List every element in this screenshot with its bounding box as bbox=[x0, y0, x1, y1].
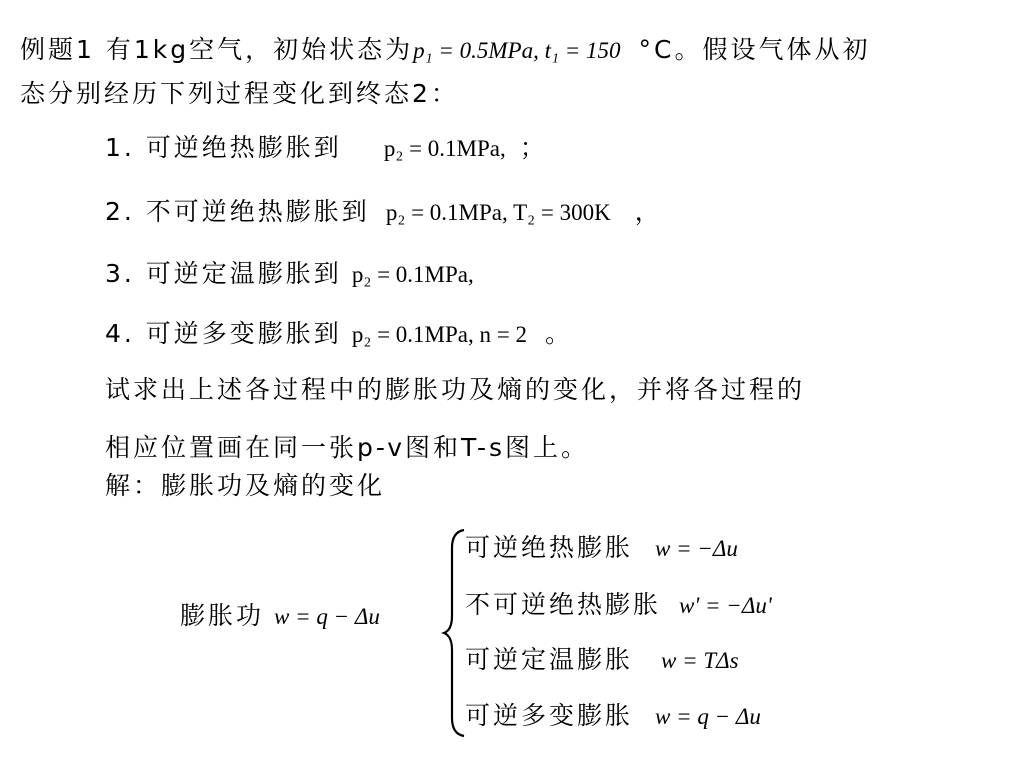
case-row-2 bbox=[465, 585, 772, 621]
initial-state-formula: p₁ = 0.5MPa, t₁ = 150 bbox=[413, 38, 621, 63]
question-line-2 bbox=[105, 428, 589, 464]
process-label: 1. 可逆绝热膨胀到 bbox=[105, 133, 342, 162]
question-line-1 bbox=[105, 370, 805, 406]
problem-line-2 bbox=[20, 74, 459, 110]
process-label: 2. 不可逆绝热膨胀到 bbox=[105, 197, 370, 226]
case-formula: w = −Δu bbox=[655, 536, 738, 561]
case-row-1 bbox=[465, 528, 738, 564]
process-tail: ， bbox=[634, 197, 663, 226]
process-item-4 bbox=[105, 314, 573, 350]
question-text-1: 试求出上述各过程中的膨胀功及熵的变化，并将各过程的 bbox=[105, 375, 806, 404]
case-name: 可逆绝热膨胀 bbox=[465, 533, 634, 562]
process-item-2 bbox=[105, 192, 663, 228]
process-formula: p₂ = 0.1MPa, T₂ = 300K bbox=[385, 200, 611, 225]
work-definition bbox=[180, 596, 380, 632]
case-row-4 bbox=[465, 696, 761, 732]
solution-heading-text: 解：膨胀功及熵的变化 bbox=[105, 471, 386, 500]
problem-intro-a: 例题1 有1kg空气，初始状态为 bbox=[20, 35, 414, 64]
process-tail: ； bbox=[519, 133, 548, 162]
process-label: 3. 可逆定温膨胀到 bbox=[105, 259, 342, 288]
question-text-2: 相应位置画在同一张p-v图和T-s图上。 bbox=[105, 433, 590, 462]
work-label: 膨胀功 bbox=[180, 601, 265, 630]
process-label: 4. 可逆多变膨胀到 bbox=[105, 319, 342, 348]
solution-heading bbox=[105, 466, 385, 502]
case-formula: w' = −Δu' bbox=[679, 593, 772, 618]
process-item-3 bbox=[105, 254, 474, 290]
case-formula: w = TΔs bbox=[661, 648, 739, 673]
case-row-3 bbox=[465, 640, 739, 676]
problem-intro-b: °C。假设气体从初 bbox=[638, 35, 871, 64]
case-formula: w = q − Δu bbox=[655, 704, 761, 729]
case-name: 不可逆绝热膨胀 bbox=[465, 590, 662, 619]
process-formula: p₂ = 0.1MPa, bbox=[383, 136, 506, 161]
process-formula: p₂ = 0.1MPa, bbox=[351, 262, 474, 287]
case-name: 可逆多变膨胀 bbox=[465, 701, 634, 730]
case-name: 可逆定温膨胀 bbox=[465, 645, 634, 674]
process-item-1 bbox=[105, 128, 548, 164]
problem-intro-c: 态分别经历下列过程变化到终态2： bbox=[20, 79, 459, 108]
process-tail: 。 bbox=[544, 319, 573, 348]
work-formula: w = q − Δu bbox=[274, 604, 380, 629]
problem-line-1 bbox=[20, 30, 870, 66]
process-formula: p₂ = 0.1MPa, n = 2 bbox=[351, 322, 527, 347]
